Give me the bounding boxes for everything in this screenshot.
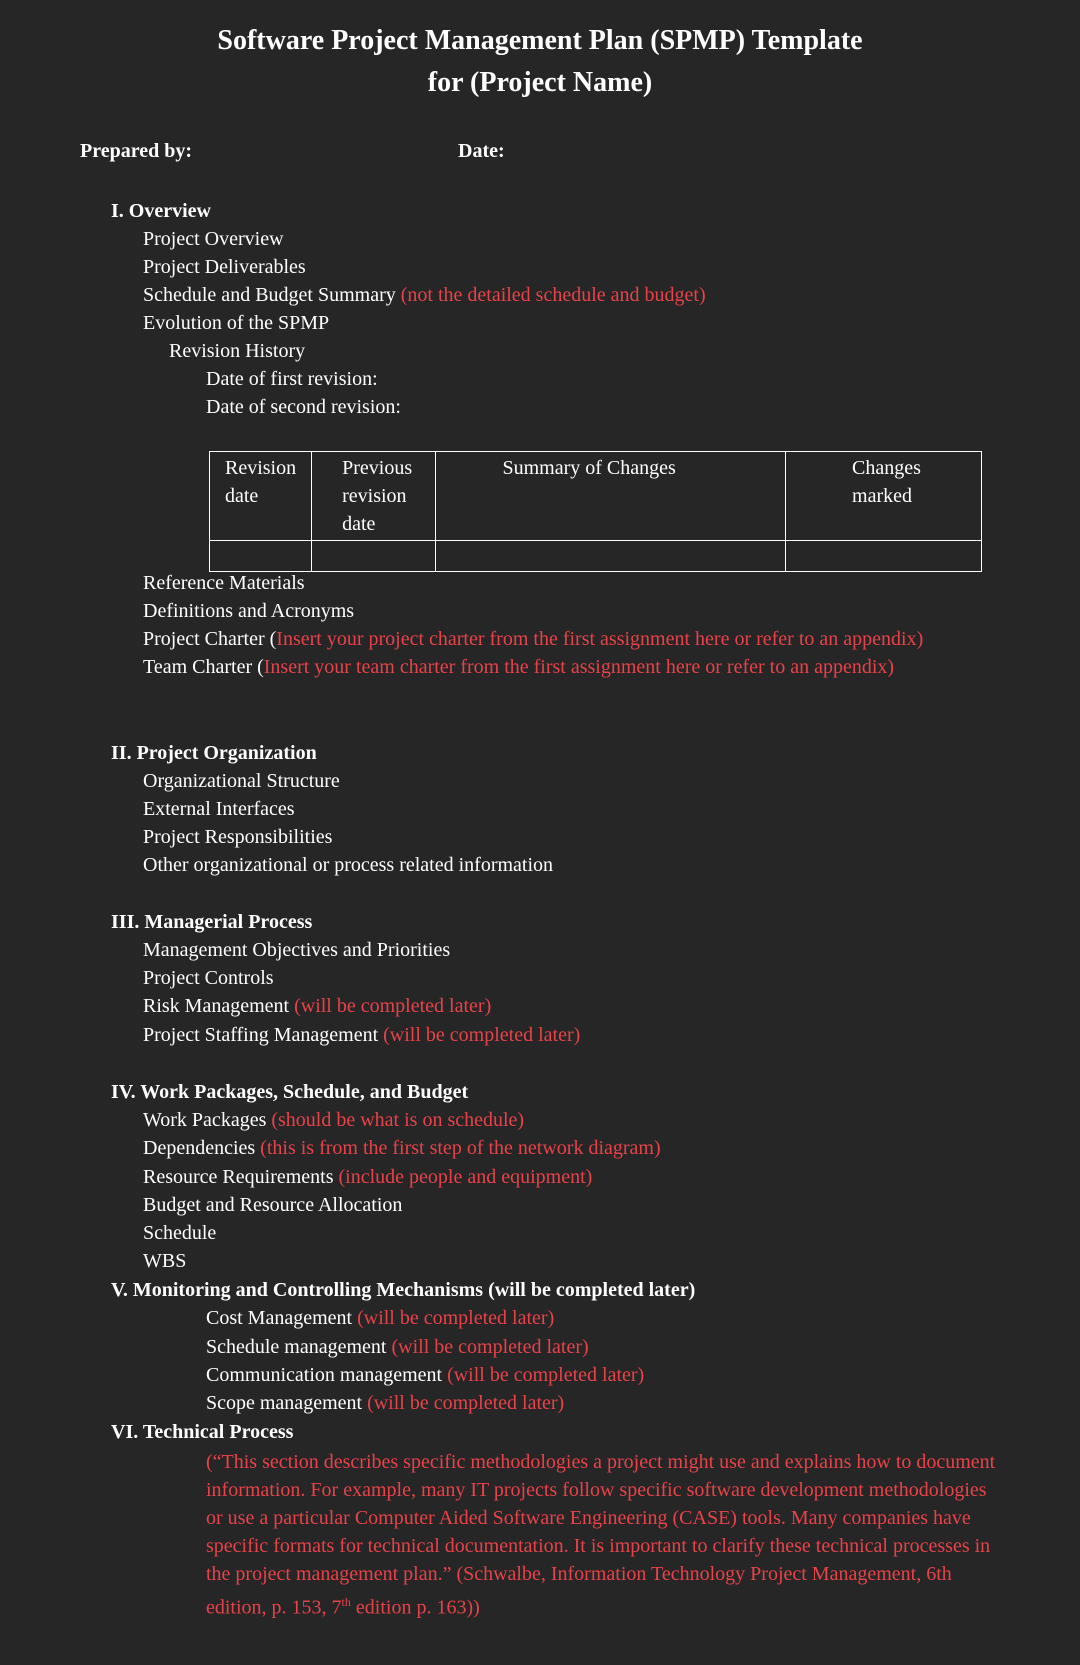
prepared-by-label: Prepared by: <box>80 140 193 162</box>
item-note: (will be completed later) <box>386 1336 589 1358</box>
revision-table <box>209 451 982 572</box>
item-label: Scope management <box>206 1392 363 1414</box>
item-external-interfaces: External Interfaces <box>143 798 295 820</box>
header-text: revision <box>342 485 407 507</box>
item-project-responsibilities: Project Responsibilities <box>143 826 333 848</box>
item-definitions: Definitions and Acronyms <box>143 600 355 622</box>
item-project-charter <box>143 625 923 653</box>
item-communication-management <box>206 1361 644 1389</box>
item-cost-management <box>206 1304 554 1332</box>
table-cell[interactable] <box>312 541 435 572</box>
item-note: (not the detailed schedule and budget) <box>395 284 706 306</box>
item-budget-allocation: Budget and Resource Allocation <box>143 1194 403 1216</box>
table-cell[interactable] <box>435 541 786 572</box>
superscript-th: th <box>341 1595 351 1609</box>
item-label: Work Packages <box>143 1109 267 1131</box>
item-staffing-management <box>143 1021 580 1049</box>
technical-process-paragraph <box>206 1448 1006 1622</box>
section-5-heading: V. Monitoring and Controlling Mechanisms (will be completed later) <box>111 1279 696 1301</box>
header-text: Changes <box>852 457 921 479</box>
header-text: Previous <box>342 457 413 479</box>
item-other-org-info: Other organizational or process related information <box>143 854 554 876</box>
item-note: Insert your project charter from the first assignment here or refer to an appendix) <box>276 628 924 650</box>
section-3-heading: III. Managerial Process <box>111 911 313 933</box>
document-title <box>0 20 1080 104</box>
date-label: Date: <box>458 140 505 162</box>
item-work-packages <box>143 1106 524 1134</box>
table-cell[interactable] <box>786 541 982 572</box>
item-label: Dependencies <box>143 1137 256 1159</box>
item-evolution: Evolution of the SPMP <box>143 312 330 334</box>
item-note: (will be completed later) <box>362 1392 565 1414</box>
title-line-1: Software Project Management Plan (SPMP) Template <box>217 25 863 56</box>
item-note: (will be completed later) <box>357 1307 555 1329</box>
item-revision-history: Revision History <box>169 340 306 362</box>
item-project-overview: Project Overview <box>143 228 284 250</box>
section-2-heading: II. Project Organization <box>111 742 317 764</box>
item-note: (will be completed later) <box>442 1364 645 1386</box>
item-management-objectives: Management Objectives and Priorities <box>143 939 451 961</box>
item-note: (include people and equipment) <box>333 1166 593 1188</box>
table-row <box>210 541 982 572</box>
header-previous-revision-date <box>312 452 435 541</box>
item-note: (will be completed later) <box>378 1024 581 1046</box>
item-resource-requirements <box>143 1163 592 1191</box>
paragraph-text: (“This section describes specific methodologies a project might use and explains how to document information. For example, many IT projects follow specific software development methodologies or use a particular Computer Aided Software Engineering (CASE) tools. Many companies have specific formats for technical documentation. It is important to clarify these technical processes in the project management plan.” (Schwalbe, Information Technology Project Management, 6th edition, p. 153, 7 <box>206 1451 996 1619</box>
paragraph-text-end: edition p. 163)) <box>350 1596 480 1619</box>
item-first-revision: Date of first revision: <box>206 368 378 390</box>
section-1-heading: I. Overview <box>111 200 211 222</box>
item-project-controls: Project Controls <box>143 967 274 989</box>
item-scope-management <box>206 1389 564 1417</box>
section-4-heading: IV. Work Packages, Schedule, and Budget <box>111 1081 469 1103</box>
section-6-heading: VI. Technical Process <box>111 1421 294 1443</box>
item-label: Project Charter ( <box>143 628 277 650</box>
header-revision-date <box>210 452 312 541</box>
header-changes-marked <box>786 452 982 541</box>
item-wbs: WBS <box>143 1250 187 1272</box>
table-header-row <box>210 452 982 541</box>
item-label: Schedule and Budget Summary <box>143 284 396 306</box>
item-note: (will be completed later) <box>289 995 492 1017</box>
header-text: Revision <box>225 457 297 479</box>
item-label: Cost Management <box>206 1307 358 1329</box>
item-label: Project Staffing Management <box>143 1024 379 1046</box>
item-label: Resource Requirements <box>143 1166 334 1188</box>
item-risk-management <box>143 992 491 1020</box>
header-summary-of-changes <box>435 452 786 541</box>
header-text: marked <box>852 485 912 507</box>
item-schedule: Schedule <box>143 1222 217 1244</box>
item-org-structure: Organizational Structure <box>143 770 340 792</box>
item-reference-materials: Reference Materials <box>143 572 305 594</box>
item-team-charter <box>143 653 894 681</box>
item-label: Team Charter ( <box>143 656 264 678</box>
item-second-revision: Date of second revision: <box>206 396 401 418</box>
title-line-2: for (Project Name) <box>427 67 653 98</box>
header-text: Summary of Changes <box>502 457 676 479</box>
item-note: (should be what is on schedule) <box>266 1109 525 1131</box>
item-label: Schedule management <box>206 1336 387 1358</box>
item-label: Risk Management <box>143 995 290 1017</box>
item-note: Insert your team charter from the first assignment here or refer to an appendix) <box>263 656 895 678</box>
item-label: Communication management <box>206 1364 443 1386</box>
item-schedule-budget <box>143 281 706 309</box>
table-cell[interactable] <box>210 541 312 572</box>
item-project-deliverables: Project Deliverables <box>143 256 306 278</box>
header-text: date <box>342 513 376 535</box>
item-schedule-management <box>206 1333 589 1361</box>
header-text: date <box>225 485 259 507</box>
item-note: (this is from the first step of the network diagram) <box>255 1137 661 1159</box>
item-dependencies <box>143 1134 661 1162</box>
